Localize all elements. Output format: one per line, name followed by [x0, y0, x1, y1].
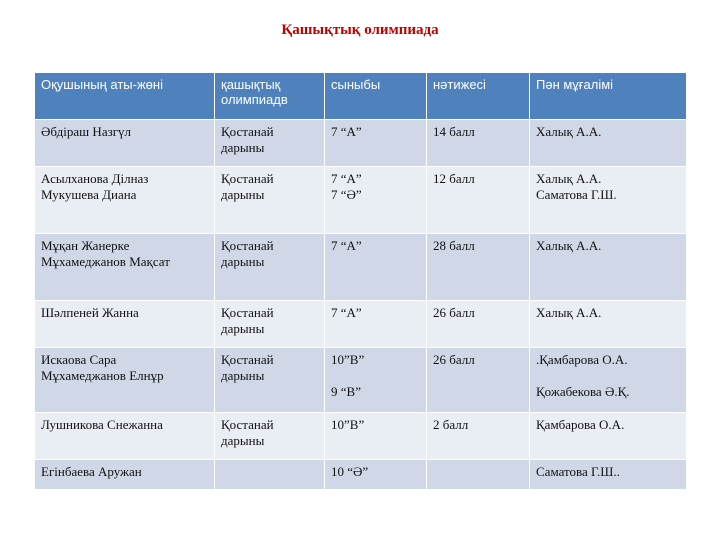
header-result: нәтижесі — [427, 73, 530, 120]
cell-grade: 7 “А” — [325, 234, 427, 301]
cell-teacher: .Қамбарова О.А. Қожабекова Ә.Қ. — [530, 348, 687, 413]
cell-result: 26 балл — [427, 301, 530, 348]
cell-grade: 7 “А” — [325, 120, 427, 167]
cell-olympiad: Қостанай дарыны — [215, 167, 325, 234]
olympiad-results-table — [34, 72, 687, 490]
cell-olympiad: Қостанай дарыны — [215, 120, 325, 167]
table-row — [35, 234, 687, 301]
cell-student: Искаова Сара Мұхамеджанов Елнұр — [35, 348, 215, 413]
cell-teacher: Саматова Г.Ш.. — [530, 460, 687, 490]
cell-olympiad: Қостанай дарыны — [215, 301, 325, 348]
cell-olympiad: Қостанай дарыны — [215, 348, 325, 413]
cell-teacher: Халық А.А. — [530, 301, 687, 348]
table-row — [35, 348, 687, 413]
cell-grade: 10”В” 9 “В” — [325, 348, 427, 413]
cell-grade: 10”В” — [325, 413, 427, 460]
cell-olympiad: Қостанай дарыны — [215, 413, 325, 460]
header-teacher: Пән мұғалімі — [530, 73, 687, 120]
table-row — [35, 120, 687, 167]
cell-result: 14 балл — [427, 120, 530, 167]
cell-student: Егінбаева Аружан — [35, 460, 215, 490]
header-grade: сыныбы — [325, 73, 427, 120]
cell-teacher: Халық А.А. — [530, 234, 687, 301]
cell-teacher: Халық А.А. — [530, 120, 687, 167]
cell-grade: 7 “А” 7 “Ә” — [325, 167, 427, 234]
cell-student: Лушникова Снежанна — [35, 413, 215, 460]
header-student-name: Оқушының аты-жөні — [35, 73, 215, 120]
cell-grade: 7 “А” — [325, 301, 427, 348]
cell-student: Шәлпеней Жанна — [35, 301, 215, 348]
header-olympiad: қашықтық олимпиадв — [215, 73, 325, 120]
cell-teacher: Қамбарова О.А. — [530, 413, 687, 460]
cell-result — [427, 460, 530, 490]
cell-result: 26 балл — [427, 348, 530, 413]
cell-olympiad — [215, 460, 325, 490]
table-row — [35, 460, 687, 490]
table-row — [35, 413, 687, 460]
cell-result: 2 балл — [427, 413, 530, 460]
cell-result: 12 балл — [427, 167, 530, 234]
header-row — [35, 73, 687, 120]
table-row — [35, 167, 687, 234]
table-row — [35, 301, 687, 348]
cell-grade: 10 “Ә” — [325, 460, 427, 490]
cell-student: Асылханова Ділназ Мукушева Диана — [35, 167, 215, 234]
page-title: Қашықтық олимпиада — [281, 22, 439, 38]
cell-student: Әбдіраш Назгүл — [35, 120, 215, 167]
cell-olympiad: Қостанай дарыны — [215, 234, 325, 301]
cell-result: 28 балл — [427, 234, 530, 301]
cell-teacher: Халық А.А. Саматова Г.Ш. — [530, 167, 687, 234]
cell-student: Мұқан Жанерке Мұхамеджанов Мақсат — [35, 234, 215, 301]
